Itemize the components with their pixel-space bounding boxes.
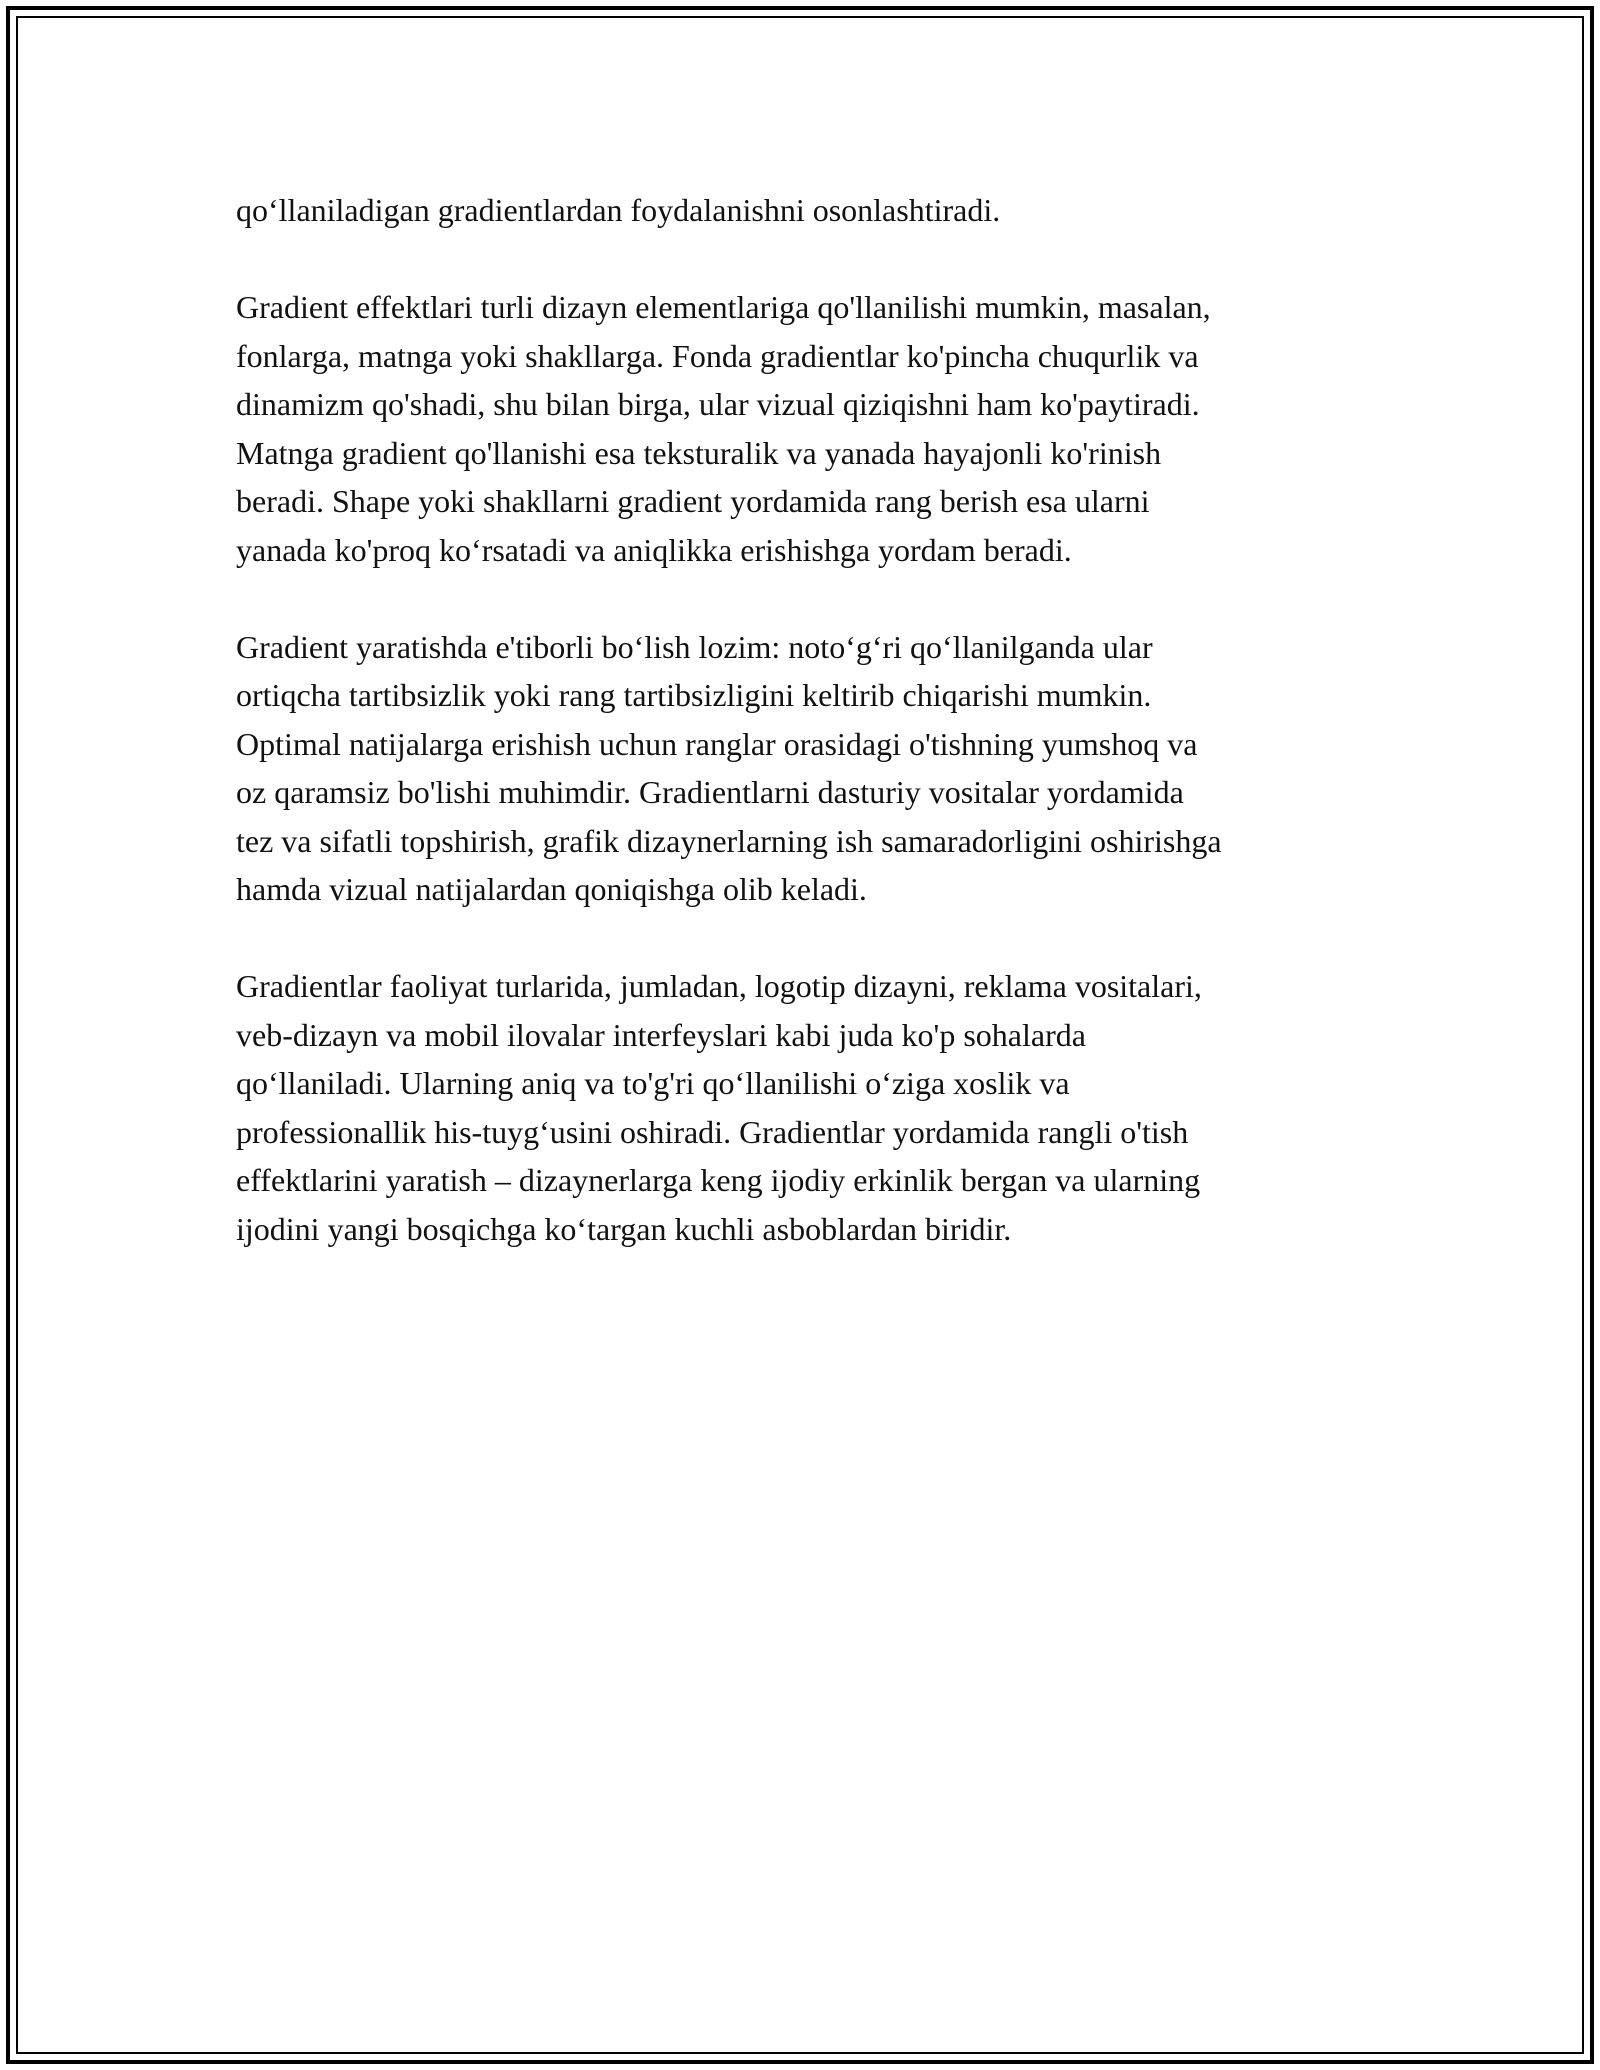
text-line: Gradient effektlari turli dizayn elementlariga qo'llanilishi mumkin, masalan, [236, 289, 1211, 325]
text-line: hamda vizual natijalardan qoniqishga olib keladi. [236, 871, 867, 907]
text-line: effektlarini yaratish – dizaynerlarga keng ijodiy erkinlik bergan va ularning [236, 1162, 1201, 1198]
text-line: Gradient yaratishda e'tiborli bo‘lish lozim: noto‘g‘ri qo‘llanilganda ular [236, 628, 1153, 665]
text-line: tez va sifatli topshirish, grafik dizaynerlarning ish samaradorligini oshirishga [236, 822, 1222, 859]
text-line: ijodini yangi bosqichga ko‘targan kuchli asboblardan biridir. [236, 1210, 1012, 1247]
text-line: beradi. Shape yoki shakllarni gradient yordamida rang berish esa ularni [236, 483, 1150, 519]
paragraph-2 [236, 283, 1416, 574]
text-line: ortiqcha tartibsizlik yoki rang tartibsizligini keltirib chiqarishi mumkin. [236, 677, 1152, 713]
paragraph-4 [236, 962, 1416, 1253]
paragraph-1 [236, 186, 1416, 235]
text-line: dinamizm qo'shadi, shu bilan birga, ular vizual qiziqishni ham ko'paytiradi. [236, 386, 1200, 422]
text-line: Optimal natijalarga erishish uchun ranglar orasidagi o'tishning yumshoq va [236, 725, 1198, 762]
text-line: fonlarga, matnga yoki shakllarga. Fonda gradientlar ko'pincha chuqurlik va [236, 337, 1199, 374]
text-line: qo‘llaniladi. Ularning aniq va to'g'ri qo‘llanilishi o‘ziga xoslik va [236, 1065, 1070, 1101]
text-line: oz qaramsiz bo'lishi muhimdir. Gradientlarni dasturiy vositalar yordamida [236, 774, 1184, 810]
text-line: veb-dizayn va mobil ilovalar interfeyslari kabi juda ko'p sohalarda [236, 1016, 1086, 1053]
text-line: Matnga gradient qo'llanishi esa teksturalik va yanada hayajonli ko'rinish [236, 434, 1162, 471]
paragraph-3 [236, 623, 1416, 914]
text-line: Gradientlar faoliyat turlarida, jumladan, logotip dizayni, reklama vositalari, [236, 968, 1202, 1004]
text-line: qo‘llaniladigan gradientlardan foydalanishni osonlashtiradi. [236, 192, 1001, 228]
text-line: yanada ko'proq ko‘rsatadi va aniqlikka erishishga yordam beradi. [236, 531, 1072, 568]
document-body [236, 186, 1416, 1302]
text-line: professionallik his-tuyg‘usini oshiradi. Gradientlar yordamida rangli o'tish [236, 1113, 1189, 1150]
